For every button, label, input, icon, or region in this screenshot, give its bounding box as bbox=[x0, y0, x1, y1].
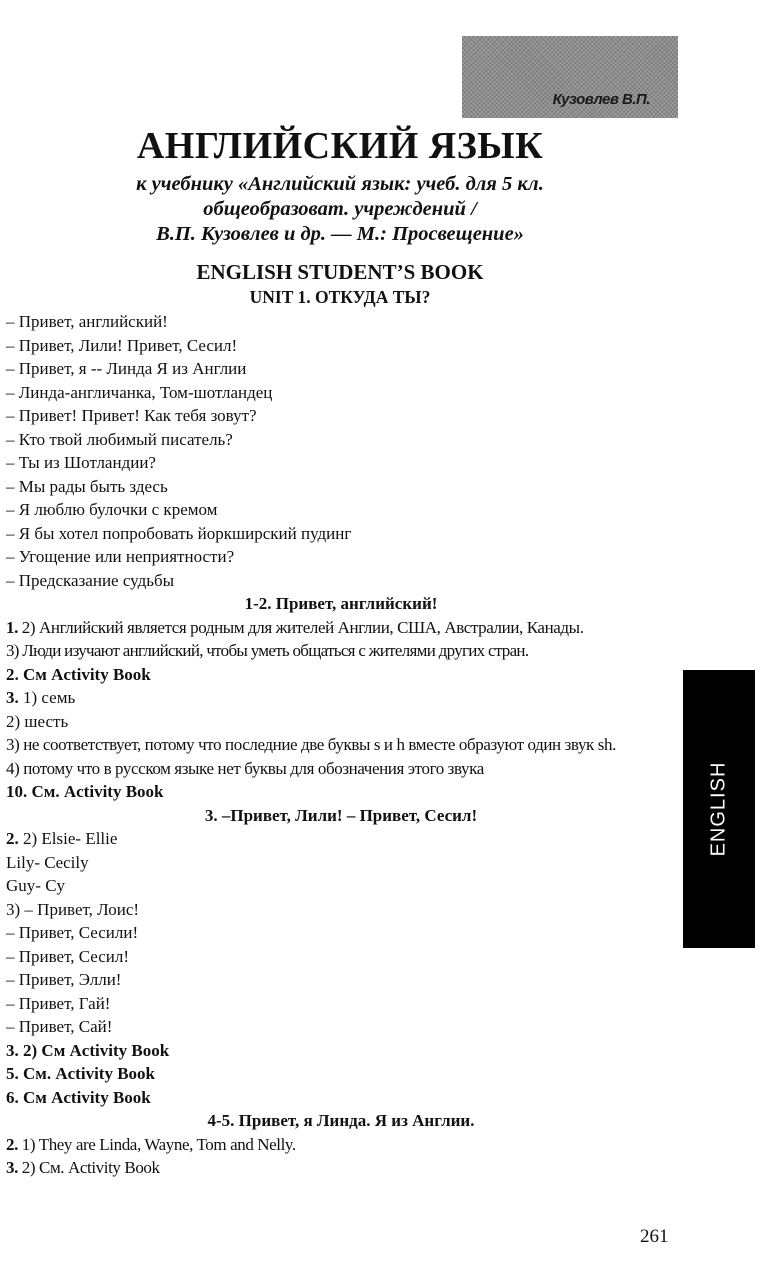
answer-line: 3. 1) семь bbox=[6, 688, 76, 707]
author-box bbox=[462, 36, 678, 118]
answer-line: – Привет, Сесили! bbox=[6, 923, 139, 942]
section-title: 3. –Привет, Лили! – Привет, Сесил! bbox=[204, 805, 478, 825]
subtitle bbox=[0, 172, 680, 247]
side-tab-label: ENGLISH bbox=[707, 761, 730, 857]
answer-line: 2. 2) Elsie- Ellie bbox=[6, 829, 118, 848]
list-item: – Угощение или неприятности? bbox=[6, 547, 235, 566]
answer-line: 3) не соответствует, потому что последние две буквы s и h вместе образуют один звук sh. bbox=[6, 735, 616, 754]
list-item: – Я люблю булочки с кремом bbox=[6, 500, 218, 519]
subtitle-line: В.П. Кузовлев и др. — М.: Просвещение» bbox=[156, 223, 524, 245]
section-title: 1-2. Привет, английский! bbox=[244, 594, 438, 613]
unit-heading: UNIT 1. ОТКУДА ТЫ? bbox=[249, 287, 431, 307]
subtitle-line: общеобразоват. учреждений / bbox=[203, 198, 477, 220]
list-item: – Привет, английский! bbox=[6, 312, 168, 331]
answer-line: 3) – Привет, Лоис! bbox=[6, 899, 140, 919]
answer-line: 4) потому что в русском языке нет буквы для обозначения этого звука bbox=[6, 758, 484, 778]
list-item: – Мы рады быть здесь bbox=[6, 476, 168, 496]
answer-line: 1. 2) Английский является родным для жителей Англии, США, Австралии, Канады. bbox=[6, 617, 584, 637]
author-label: Кузовлев В.П. bbox=[552, 91, 650, 108]
list-item: – Кто твой любимый писатель? bbox=[6, 429, 233, 449]
page-number: 261 bbox=[640, 1226, 669, 1247]
answer-line: 6. См Activity Book bbox=[6, 1087, 151, 1107]
answer-line: 10. См. Activity Book bbox=[6, 782, 164, 801]
answer-line: 2. См Activity Book bbox=[6, 664, 151, 684]
answer-line: – Привет, Сесил! bbox=[6, 946, 130, 966]
list-item: – Привет! Привет! Как тебя зовут? bbox=[6, 406, 257, 425]
page-title: АНГЛИЙСКИЙ ЯЗЫК bbox=[136, 125, 544, 167]
answer-line: 2) шесть bbox=[6, 711, 69, 731]
answer-line: 2. 1) They are Linda, Wayne, Tom and Nelly. bbox=[6, 1134, 296, 1154]
answer-line: Lily- Cecily bbox=[6, 852, 89, 872]
answer-line: – Привет, Элли! bbox=[6, 970, 122, 989]
list-item: – Линда-англичанка, Том-шотландец bbox=[6, 382, 273, 402]
book-heading: ENGLISH STUDENT’S BOOK bbox=[196, 260, 484, 284]
page-content bbox=[6, 310, 676, 1180]
subtitle-line: к учебнику «Английский язык: учеб. для 5 кл. bbox=[136, 173, 544, 195]
answer-line: – Привет, Сай! bbox=[6, 1017, 113, 1036]
section-title: 4-5. Привет, я Линда. Я из Англии. bbox=[207, 1111, 475, 1130]
list-item: – Ты из Шотландии? bbox=[6, 453, 156, 472]
list-item: – Я бы хотел попробовать йоркширский пудинг bbox=[6, 523, 352, 543]
answer-line: 5. См. Activity Book bbox=[6, 1064, 155, 1083]
answer-line: 3) Люди изучают английский, чтобы уметь общаться с жителями других стран. bbox=[6, 641, 529, 660]
side-tab-english bbox=[683, 670, 755, 948]
answer-line: 3. 2) См. Activity Book bbox=[6, 1158, 160, 1177]
answer-line: Guy- Cy bbox=[6, 876, 66, 895]
answer-line: 3. 2) См Activity Book bbox=[6, 1040, 170, 1060]
answer-line: – Привет, Гай! bbox=[6, 993, 111, 1013]
list-item: – Привет, Лили! Привет, Сесил! bbox=[6, 335, 238, 355]
list-item: – Предсказание судьбы bbox=[6, 570, 175, 590]
list-item: – Привет, я -- Линда Я из Англии bbox=[6, 359, 247, 378]
